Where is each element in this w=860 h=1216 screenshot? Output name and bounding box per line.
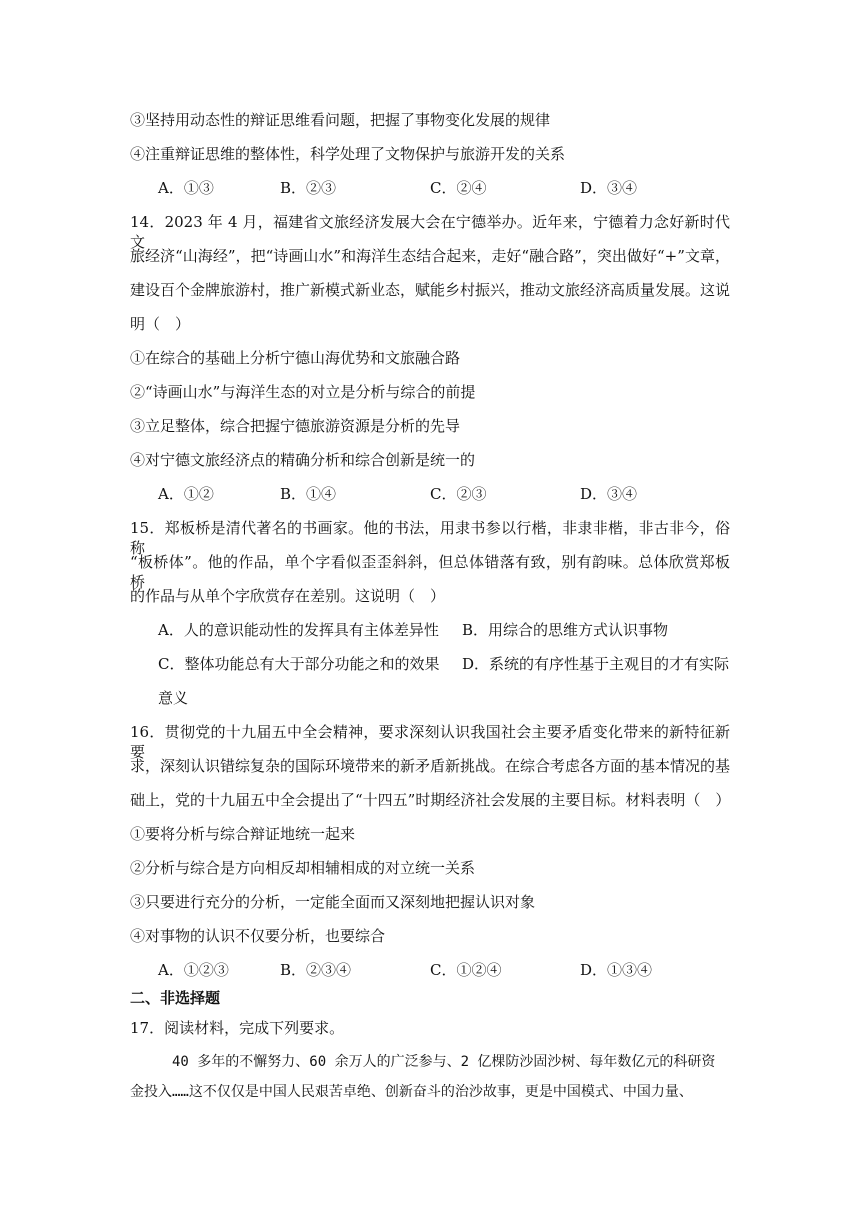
q16-option-c[interactable]: C．①②④ — [430, 961, 502, 979]
q16-option-d[interactable]: D．①③④ — [580, 961, 653, 979]
q13-option-c[interactable]: C．②④ — [430, 179, 487, 197]
q14-option-a[interactable]: A．①② — [158, 485, 214, 503]
q16-statement-1: ①要将分析与综合辩证地统一起来 — [130, 825, 356, 843]
q14-statement-3: ③立足整体，综合把握宁德旅游资源是分析的先导 — [130, 417, 461, 435]
q15-stem-line-2: “板桥体”。他的作品，单个字看似歪歪斜斜，但总体错落有致，别有韵味。总体欣赏郑板桥 — [130, 553, 730, 591]
q16-statement-4: ④对事物的认识不仅要分析，也要综合 — [130, 927, 386, 945]
q15-option-d[interactable]: D．系统的有序性基于主观目的才有实际 — [462, 655, 730, 673]
q17-material-line-1: 40 多年的不懈努力、60 余万人的广泛参与、2 亿棵防沙固沙树、每年数亿元的科研资 — [172, 1054, 716, 1070]
q13-option-a[interactable]: A．①③ — [158, 179, 214, 197]
section-heading: 二、非选择题 — [130, 989, 221, 1007]
q15-option-b[interactable]: B．用综合的思维方式认识事物 — [462, 621, 669, 639]
q16-option-b[interactable]: B．②③④ — [280, 961, 352, 979]
q13-statement-4: ④注重辩证思维的整体性，科学处理了文物保护与旅游开发的关系 — [130, 145, 566, 163]
q14-statement-4: ④对宁德文旅经济点的精确分析和综合创新是统一的 — [130, 451, 476, 469]
q16-stem-line-1: 16．贯彻党的十九届五中全会精神，要求深刻认识我国社会主要矛盾变化带来的新特征新要 — [130, 723, 730, 761]
q14-statement-2: ②“诗画山水”与海洋生态的对立是分析与综合的前提 — [130, 383, 476, 401]
q14-statement-1: ①在综合的基础上分析宁德山海优势和文旅融合路 — [130, 349, 461, 367]
q15-option-d-continued: 意义 — [158, 689, 189, 707]
q14-option-d[interactable]: D．③④ — [580, 485, 638, 503]
q14-option-b[interactable]: B．①④ — [280, 485, 337, 503]
q16-statement-3: ③只要进行充分的分析，一定能全面而又深刻地把握认识对象 — [130, 893, 536, 911]
q14-stem-line-1: 14．2023 年 4 月，福建省文旅经济发展大会在宁德举办。近年来，宁德着力念好新时代文 — [130, 213, 730, 251]
q15-option-a[interactable]: A．人的意识能动性的发挥具有主体差异性 — [158, 621, 439, 639]
q13-statement-3: ③坚持用动态性的辩证思维看问题，把握了事物变化发展的规律 — [130, 111, 551, 129]
q16-option-a[interactable]: A．①②③ — [158, 961, 229, 979]
q15-stem-line-3: 的作品与从单个字欣赏存在差别。这说明（ ） — [130, 587, 446, 605]
q17-prompt: 17．阅读材料，完成下列要求。 — [130, 1019, 345, 1037]
q14-stem-line-2: 旅经济“山海经”，把“诗画山水”和海洋生态结合起来，走好“融合路”，突出做好“+”文章， — [130, 247, 730, 265]
q16-stem-line-3: 础上，党的十九届五中全会提出了“十四五”时期经济社会发展的主要目标。材料表明（ ） — [130, 791, 731, 809]
q14-stem-line-4: 明（ ） — [130, 315, 191, 333]
q13-option-d[interactable]: D．③④ — [580, 179, 638, 197]
q15-stem-line-1: 15．郑板桥是清代著名的书画家。他的书法，用隶书参以行楷，非隶非楷，非古非今，俗称 — [130, 519, 730, 557]
q15-option-c[interactable]: C．整体功能总有大于部分功能之和的效果 — [158, 655, 440, 673]
q14-option-c[interactable]: C．②③ — [430, 485, 487, 503]
q16-statement-2: ②分析与综合是方向相反却相辅相成的对立统一关系 — [130, 859, 476, 877]
q16-stem-line-2: 求，深刻认识错综复杂的国际环境带来的新矛盾新挑战。在综合考虑各方面的基本情况的基 — [130, 757, 731, 775]
q17-material-line-2: 金投入……这不仅仅是中国人民艰苦卓绝、创新奋斗的治沙故事，更是中国模式、中国力量、 — [130, 1084, 693, 1100]
q13-option-b[interactable]: B．②③ — [280, 179, 337, 197]
q14-stem-line-3: 建设百个金牌旅游村，推广新模式新业态，赋能乡村振兴，推动文旅经济高质量发展。这说 — [130, 281, 731, 299]
